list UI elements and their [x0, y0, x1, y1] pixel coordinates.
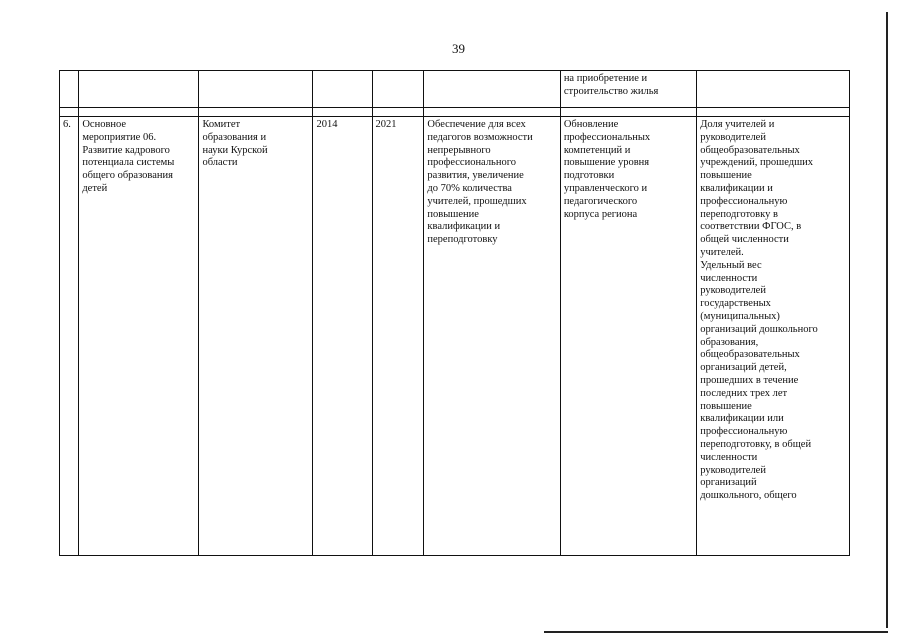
- indicators: Доля учителей и руководителей общеобразовательных учреждений, прошедших повышение квалификации и профессиональную переподготовку в соответствии ФГОС, в общей численности учителей. Удельный вес численности руководителей государственых (муниципальных) организаций дошкольного образования, общеобразовательных организаций детей, прошедших в течение последних трех лет повышение квалификации или профессиональную переподготовку, в общей численности руководителей организаций дошкольного, общего: [697, 117, 850, 556]
- start-year: 2014: [313, 117, 372, 556]
- cont-cell-executor: [199, 71, 313, 108]
- cont-cell-end-year: [372, 71, 424, 108]
- spacer-row: [60, 108, 850, 117]
- cont-cell-measure: [79, 71, 199, 108]
- expected-result: Обеспечение для всех педагогов возможности непрерывного профессионального развития, увеличение до 70% количества учителей, прошедших повышение квалификации и переподготовку: [424, 117, 560, 556]
- cont-cell-indicators: [697, 71, 850, 108]
- program-measures-table: [59, 70, 850, 556]
- main-directions: Обновление профессиональных компетенций и повышение уровня подготовки управленческого и педагогического корпуса региона: [560, 117, 696, 556]
- end-year: 2021: [372, 117, 424, 556]
- cont-cell-result: [424, 71, 560, 108]
- measure-name: Основное мероприятие 06. Развитие кадрового потенциала системы общего образования детей: [79, 117, 199, 556]
- scan-edge-right: [886, 12, 888, 628]
- cont-cell-start-year: [313, 71, 372, 108]
- table-row: [60, 117, 850, 556]
- executor: Комитет образования и науки Курской области: [199, 117, 313, 556]
- scan-edge-bottom: [544, 631, 888, 633]
- row-number: 6.: [60, 117, 79, 556]
- cont-cell-number: [60, 71, 79, 108]
- continuation-row: [60, 71, 850, 108]
- cont-cell-directions: на приобретение и строительство жилья: [560, 71, 696, 108]
- page-number: 39: [452, 41, 465, 56]
